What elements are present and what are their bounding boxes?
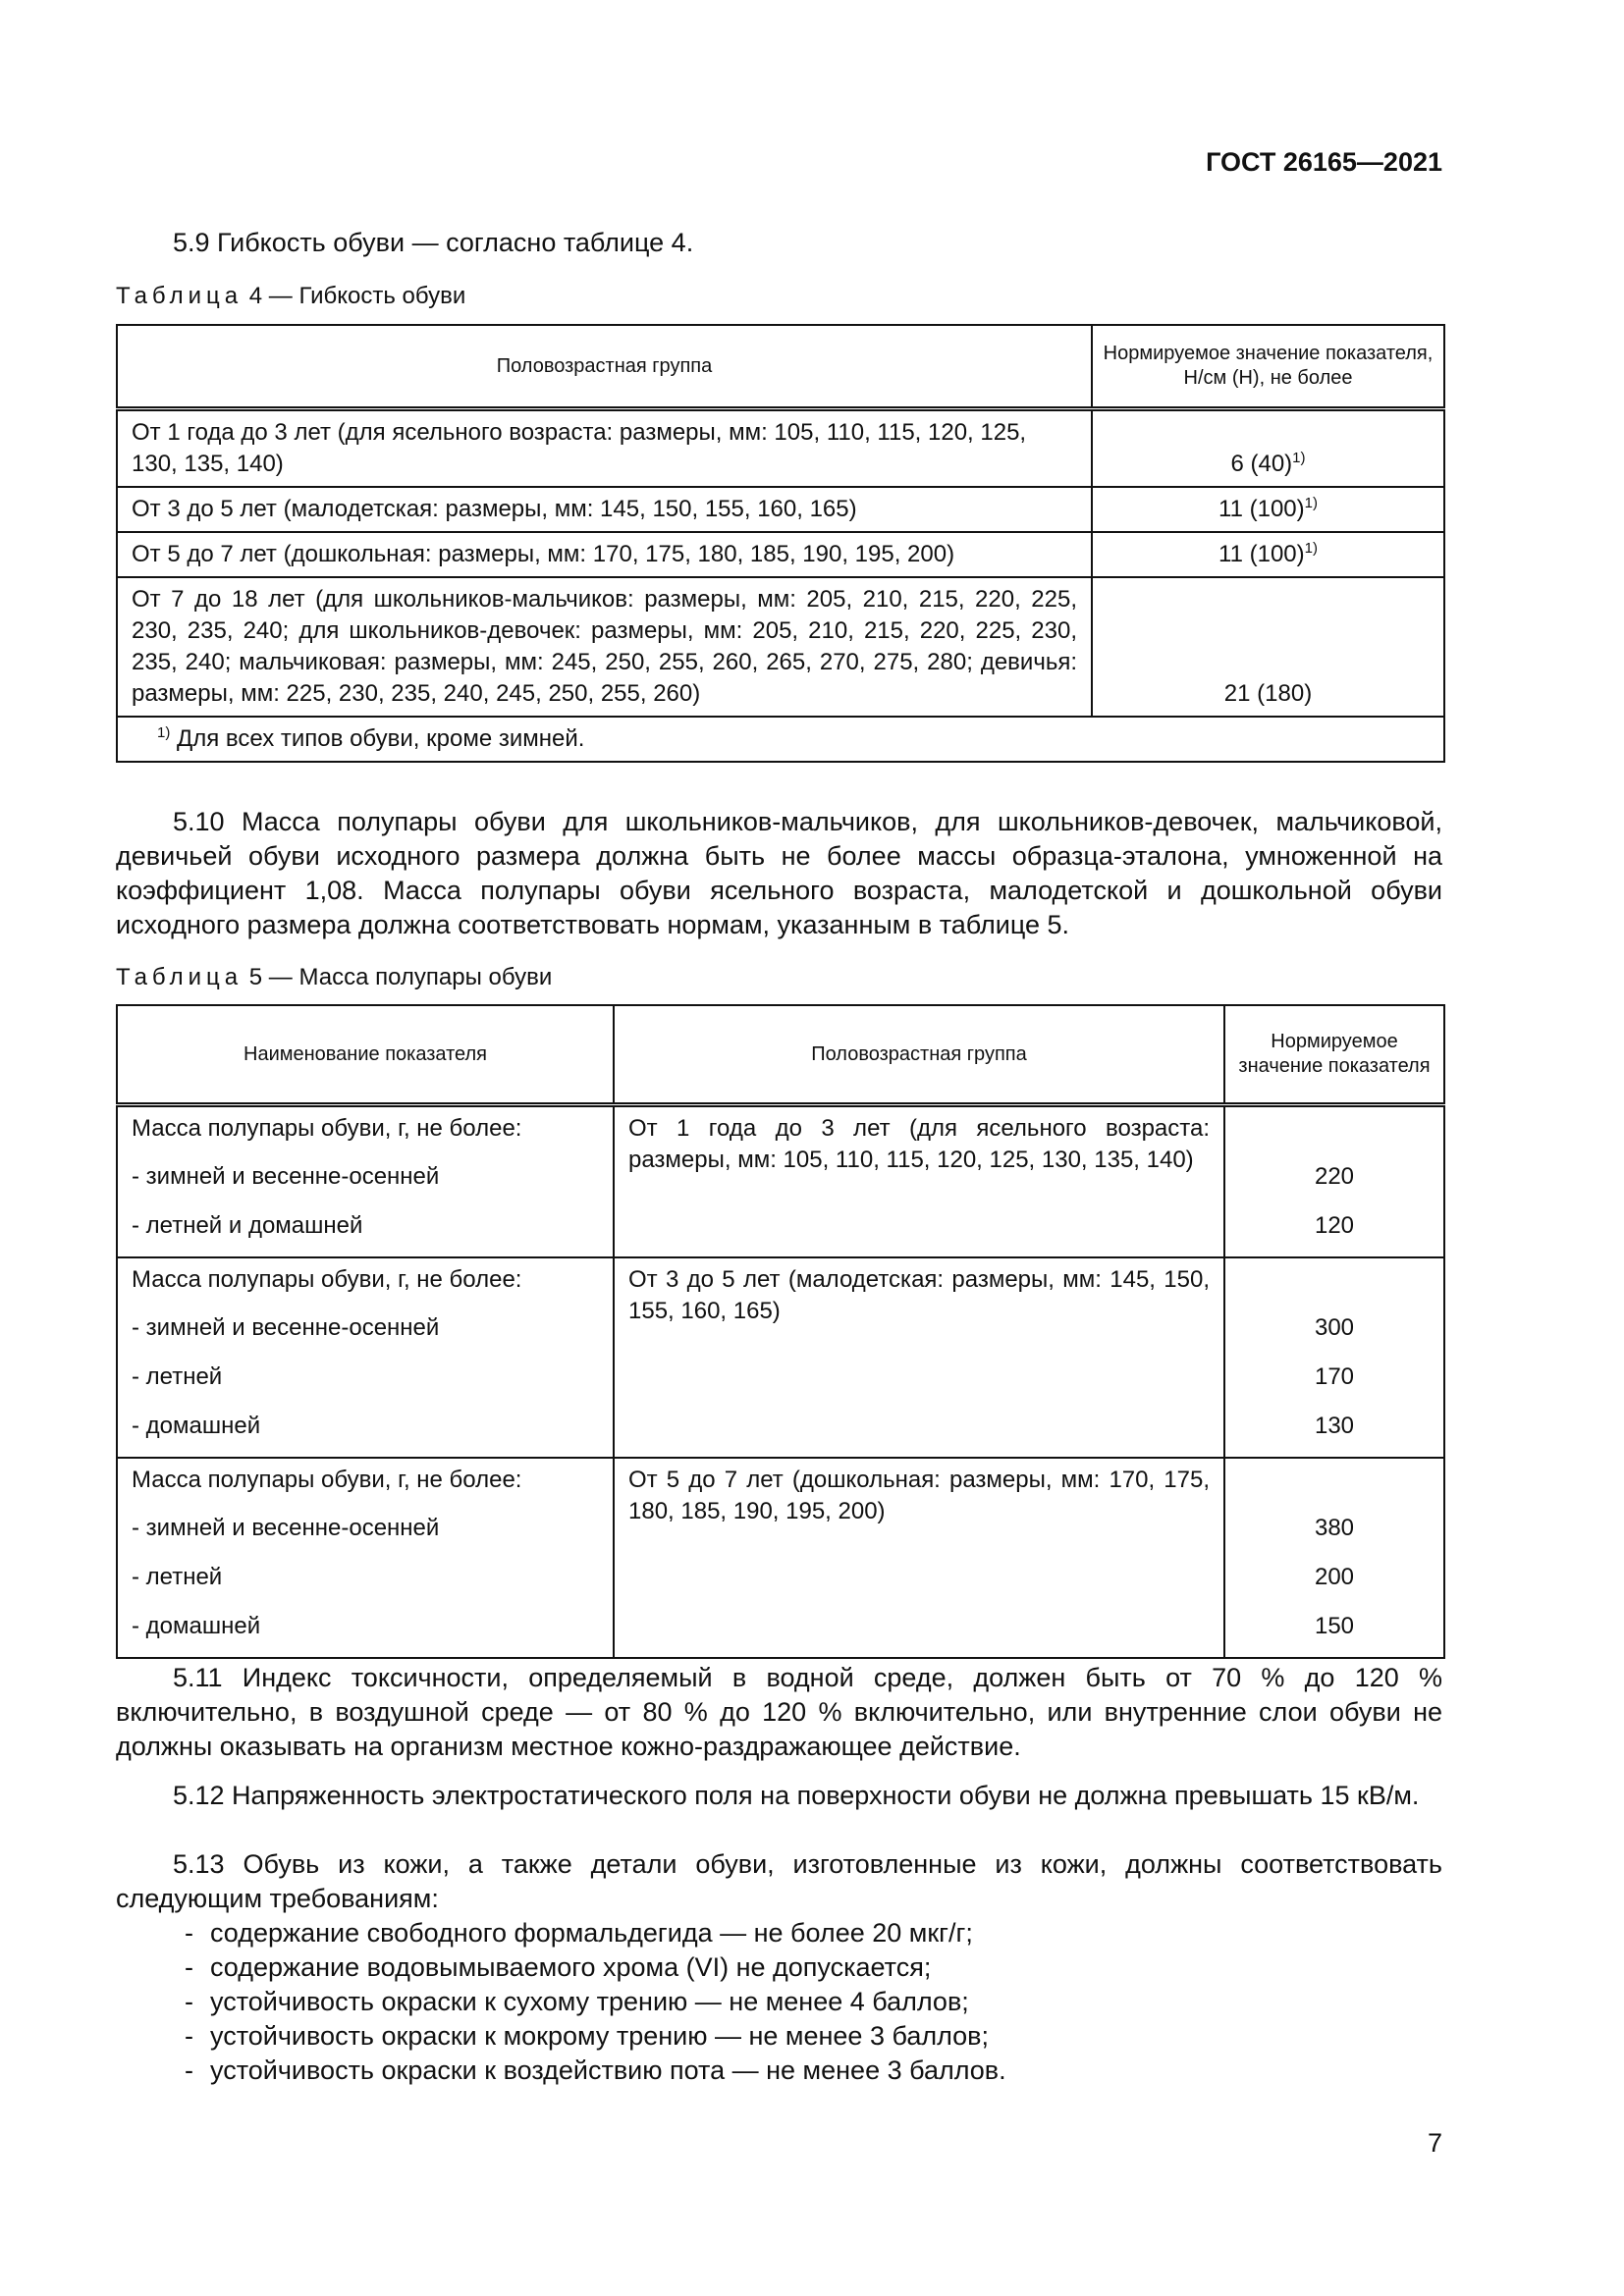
table-4-group-cell: От 7 до 18 лет (для школьников-мальчиков: размеры, мм: 205, 210, 215, 220, 225, 230, 235, 240; для школьников-девочек: размеры, мм: 205, 210, 215, 220, 225, 230, 235, 240; мальчиковая: размеры, мм: 245, 250, 255, 260, 265, 270, 275, 280; девичья: размеры, мм: 225, 230, 235, 240, 245, 250, 255, 260) — [117, 577, 1092, 717]
table-5-indicator-cell — [117, 1458, 614, 1658]
table-5-header-group: Половозрастная группа — [614, 1005, 1224, 1105]
table-5-indicator-cell — [117, 1257, 614, 1458]
list-item-text: содержание водовымываемого хрома (VI) не допускается; — [210, 1952, 932, 1982]
table-row — [117, 577, 1444, 717]
table-4 — [116, 324, 1445, 763]
indicator-item: - домашней — [132, 1413, 261, 1439]
table-4-group-cell: От 5 до 7 лет (дошкольная: размеры, мм: 170, 175, 180, 185, 190, 195, 200) — [117, 532, 1092, 577]
paragraph-5-12: 5.12 Напряженность электростатического поля на поверхности обуви не должна превышать 15 кВ/м. — [173, 1781, 1420, 1810]
table-5-header-indicator: Наименование показателя — [117, 1005, 614, 1105]
list-item — [185, 1916, 1442, 1950]
requirements-list — [116, 1916, 1442, 2088]
table-row — [117, 487, 1444, 532]
list-item-text: устойчивость окраски к сухому трению — не менее 4 баллов; — [210, 1987, 969, 2016]
value-text: 11 (100) — [1218, 541, 1305, 567]
value-text: 380 — [1314, 1515, 1355, 1541]
paragraph-5-13: 5.13 Обувь из кожи, а также детали обуви, изготовленные из кожи, должны соответствовать следующим требованиям: — [116, 1849, 1442, 1913]
table-5-indicator-cell — [117, 1105, 614, 1258]
table-5-caption — [116, 964, 552, 991]
footnote-ref: 1) — [1304, 540, 1318, 557]
value-text: 300 — [1314, 1314, 1355, 1341]
value-text: 130 — [1314, 1413, 1355, 1439]
value-text: 21 (180) — [1223, 680, 1313, 707]
value-text: 200 — [1314, 1564, 1355, 1590]
table-5-value-cell — [1224, 1257, 1444, 1458]
indicator-item: - зимней и весенне-осенней — [132, 1314, 440, 1341]
list-item-text: устойчивость окраски к воздействию пота — не менее 3 баллов. — [210, 2056, 1006, 2085]
value-text: 6 (40) — [1230, 451, 1293, 477]
indicator-title: Масса полупары обуви, г, не более: — [132, 1467, 522, 1493]
table-4-value-cell — [1092, 577, 1444, 717]
value-text: 150 — [1314, 1613, 1355, 1639]
list-dash: - — [185, 1987, 193, 2016]
indicator-title: Масса полупары обуви, г, не более: — [132, 1266, 522, 1293]
table-row — [117, 532, 1444, 577]
footnote-text: Для всех типов обуви, кроме зимней. — [170, 725, 585, 752]
table-4-caption-title: 4 — Гибкость обуви — [243, 283, 466, 309]
indicator-item: - зимней и весенне-осенней — [132, 1163, 440, 1190]
table-5-value-cell — [1224, 1458, 1444, 1658]
paragraph-5-10: 5.10 Масса полупары обуви для школьников-мальчиков, для школьников-девочек, мальчиковой, девичьей обуви исходного размера должна быть не более массы образца-эталона, умноженной на коэффициент 1,08. Масса полупары обуви ясельного возраста, малодетской и дошкольной обуви исходного размера должна соответствовать нормам, указанным в таблице 5. — [116, 807, 1442, 939]
table-row — [117, 1257, 1444, 1458]
table-4-footnote-row — [117, 717, 1444, 762]
list-dash: - — [185, 2021, 193, 2051]
value-text: 170 — [1314, 1363, 1355, 1390]
table-5 — [116, 1004, 1445, 1659]
table-4-group-cell: От 3 до 5 лет (малодетская: размеры, мм: 145, 150, 155, 160, 165) — [117, 487, 1092, 532]
table-4-value-cell — [1092, 532, 1444, 577]
value-text: 120 — [1314, 1212, 1355, 1239]
table-4-caption-label: Таблица — [116, 283, 244, 309]
list-item-text: содержание свободного формальдегида — не более 20 мкг/г; — [210, 1918, 973, 1948]
table-5-group-cell: От 1 года до 3 лет (для ясельного возраста: размеры, мм: 105, 110, 115, 120, 125, 130, 135, 140) — [614, 1105, 1224, 1258]
table-4-footnote — [117, 717, 1444, 762]
table-5-group-cell: От 3 до 5 лет (малодетская: размеры, мм: 145, 150, 155, 160, 165) — [614, 1257, 1224, 1458]
value-text: 11 (100) — [1218, 496, 1305, 522]
list-dash: - — [185, 1918, 193, 1948]
table-4-header-group: Половозрастная группа — [117, 325, 1092, 409]
list-dash: - — [185, 2056, 193, 2085]
list-dash: - — [185, 1952, 193, 1982]
paragraph-5-11: 5.11 Индекс токсичности, определяемый в водной среде, должен быть от 70 % до 120 % включительно, в воздушной среде — от 80 % до 120 % включительно, или внутренние слои обуви не должны оказывать на организм местное кожно-раздражающее действие. — [116, 1663, 1442, 1761]
table-5-group-cell: От 5 до 7 лет (дошкольная: размеры, мм: 170, 175, 180, 185, 190, 195, 200) — [614, 1458, 1224, 1658]
indicator-item: - летней и домашней — [132, 1212, 363, 1239]
footnote-ref: 1) — [1304, 495, 1318, 511]
table-row — [117, 1105, 1444, 1258]
table-row — [117, 409, 1444, 488]
paragraph-5-9: 5.9 Гибкость обуви — согласно таблице 4. — [173, 228, 694, 257]
table-5-value-cell — [1224, 1105, 1444, 1258]
table-4-header-value: Нормируемое значение показателя, Н/см (Н), не более — [1092, 325, 1444, 409]
table-4-value-cell — [1092, 409, 1444, 488]
footnote-ref: 1) — [1292, 450, 1306, 466]
table-row — [117, 1458, 1444, 1658]
indicator-title: Масса полупары обуви, г, не более: — [132, 1115, 522, 1142]
table-4-header-row — [117, 325, 1444, 409]
indicator-item: - домашней — [132, 1613, 261, 1639]
value-text: 220 — [1314, 1163, 1355, 1190]
indicator-item: - зимней и весенне-осенней — [132, 1515, 440, 1541]
document-code: ГОСТ 26165—2021 — [1206, 147, 1442, 177]
list-item — [185, 2019, 1442, 2054]
table-5-header-row — [117, 1005, 1444, 1105]
list-item-text: устойчивость окраски к мокрому трению — не менее 3 баллов; — [210, 2021, 990, 2051]
table-4-value-cell — [1092, 487, 1444, 532]
list-item — [185, 1985, 1442, 2019]
indicator-item: - летней — [132, 1564, 223, 1590]
table-5-header-value: Нормируемое значение показателя — [1224, 1005, 1444, 1105]
list-item — [185, 1950, 1442, 1985]
table-4-caption — [116, 283, 465, 310]
table-5-caption-label: Таблица — [116, 964, 244, 990]
footnote-mark: 1) — [157, 724, 171, 741]
page-number: 7 — [1427, 2128, 1442, 2158]
table-5-caption-title: 5 — Масса полупары обуви — [243, 964, 553, 990]
list-item — [185, 2054, 1442, 2088]
indicator-item: - летней — [132, 1363, 223, 1390]
table-4-group-cell: От 1 года до 3 лет (для ясельного возраста: размеры, мм: 105, 110, 115, 120, 125, 130, 135, 140) — [117, 409, 1092, 488]
